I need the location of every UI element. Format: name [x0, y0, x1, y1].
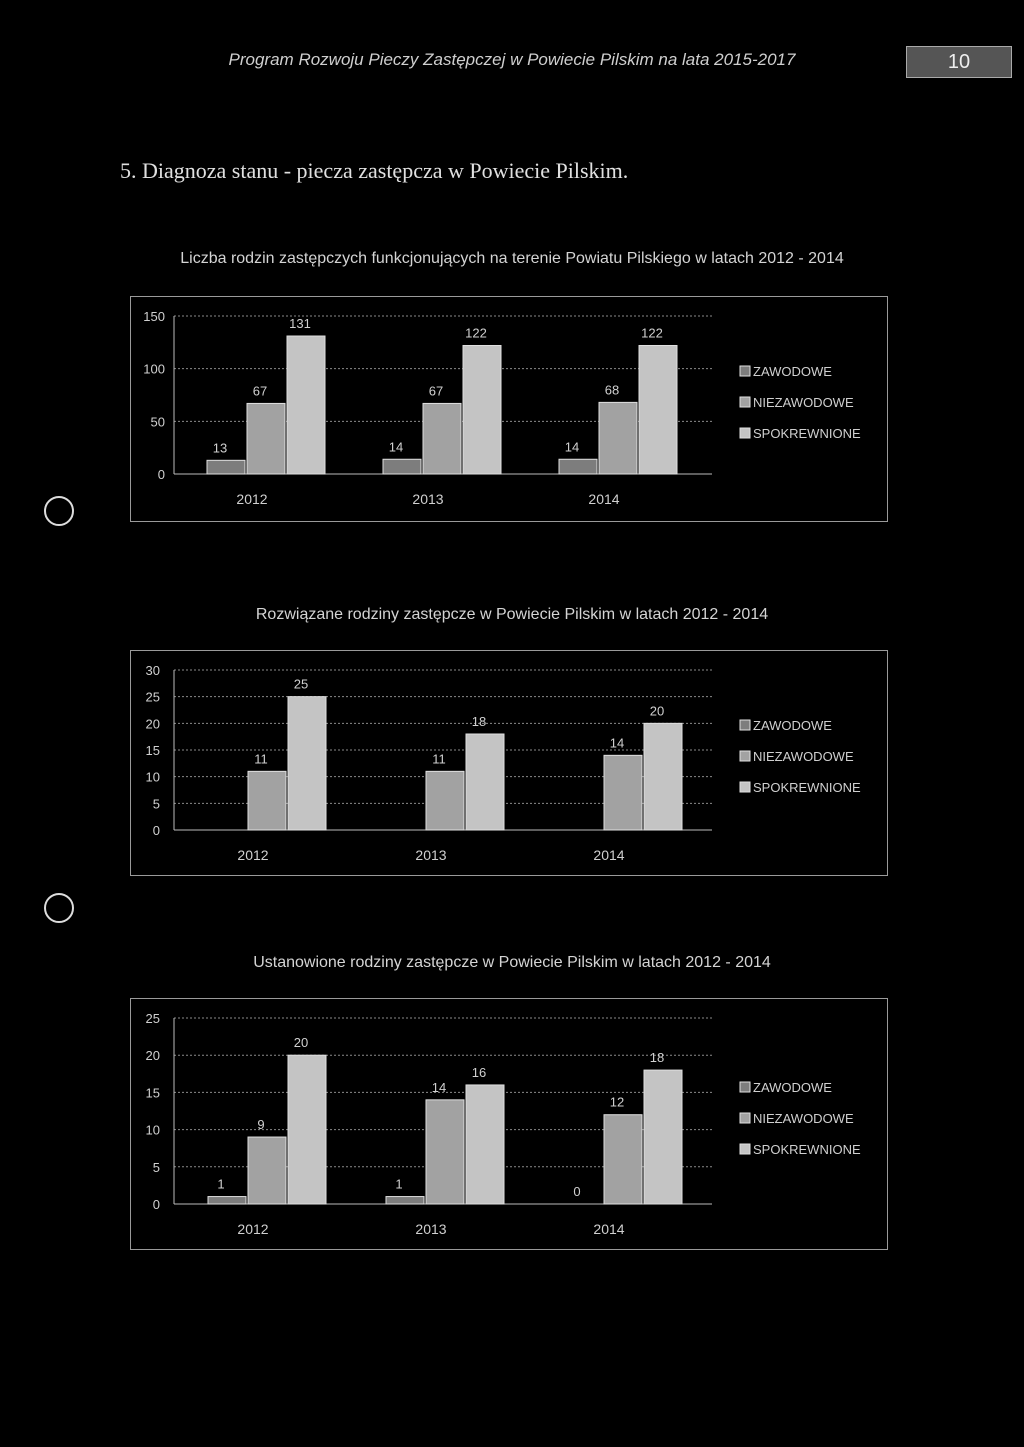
chart-3-legend-label: SPOKREWNIONE — [753, 1142, 861, 1157]
chart-1-category-label: 2014 — [588, 491, 620, 507]
chart-1-data-label: 14 — [564, 439, 580, 455]
chart-3-ytick-label: 10 — [145, 1122, 160, 1138]
chart-2-data-label: 18 — [471, 714, 487, 729]
chart-3-category-label: 2014 — [593, 1221, 625, 1237]
chart-1-data-label: 122 — [465, 325, 487, 341]
chart-3-data-label: 1 — [217, 1176, 225, 1192]
chart-2-category-label: 2014 — [593, 847, 625, 863]
chart-2-ytick-label: 5 — [152, 796, 160, 812]
chart-1-data-label: 67 — [428, 383, 444, 399]
chart-3-category-label: 2013 — [415, 1221, 447, 1237]
chart-1-title: Liczba rodzin zastępczych funkcjonujących na terenie Powiatu Pilskiego w latach 2012 - 2014 — [180, 250, 844, 267]
section-title: 5. Diagnoza stanu - piecza zastępcza w Powiecie Pilskim. — [120, 158, 629, 183]
chart-3-bar-niezawodowe — [604, 1115, 642, 1204]
chart-1-data-label: 68 — [604, 382, 620, 398]
chart-1-data-label: 131 — [289, 316, 311, 332]
chart-3-bar-zawodowe — [208, 1197, 246, 1204]
chart-3-data-label: 9 — [257, 1117, 265, 1133]
chart-2-data-label: 11 — [254, 751, 268, 767]
chart-2-data-label: 11 — [432, 751, 446, 767]
chart-3-ytick-label: 15 — [145, 1085, 160, 1101]
chart-1-ytick-label: 0 — [157, 467, 165, 482]
chart-2-ytick-label: 30 — [145, 663, 160, 678]
chart-3-data-label: 18 — [649, 1050, 665, 1066]
chart-3-data-label: 12 — [609, 1094, 625, 1110]
chart-3-legend-swatch — [740, 1144, 750, 1154]
chart-1-legend-label: SPOKREWNIONE — [753, 426, 861, 441]
chart-1-data-label: 67 — [252, 383, 268, 399]
page-number: 10 — [906, 46, 1012, 78]
chart-2-category-label: 2012 — [237, 847, 269, 863]
chart-1-category-label: 2013 — [412, 491, 444, 507]
chart-3-title: Ustanowione rodziny zastępcze w Powiecie Pilskim w latach 2012 - 2014 — [253, 954, 771, 971]
chart-2-ytick-label: 20 — [145, 716, 160, 732]
chart-3-data-label: 14 — [431, 1079, 447, 1095]
chart-3-bar-niezawodowe — [248, 1137, 286, 1204]
chart-3-bar-spokrewnione — [644, 1070, 682, 1204]
chart-3-data-label: 0 — [573, 1184, 581, 1199]
chart-2-title: Rozwiązane rodziny zastępcze w Powiecie Pilskim w latach 2012 - 2014 — [255, 606, 769, 623]
chart-2-ytick-label: 15 — [145, 743, 160, 758]
chart-2-legend-label: ZAWODOWE — [753, 718, 832, 733]
chart-2-legend-label: SPOKREWNIONE — [753, 780, 861, 795]
chart-2-data-label: 14 — [609, 735, 625, 751]
chart-3-category-label: 2012 — [237, 1221, 269, 1237]
chart-3-data-label: 1 — [395, 1176, 403, 1192]
chart-3-ytick-label: 25 — [145, 1011, 160, 1026]
chart-3-legend-swatch — [740, 1082, 750, 1092]
chart-1-ytick-label: 100 — [143, 361, 165, 377]
chart-3-bar-spokrewnione — [466, 1085, 504, 1204]
chart-1-legend-label: NIEZAWODOWE — [753, 395, 854, 410]
chart-2-ytick-label: 0 — [152, 823, 160, 838]
chart-2-legend-label: NIEZAWODOWE — [753, 749, 854, 764]
chart-2-ytick-label: 25 — [145, 689, 160, 705]
chart-1-ytick-label: 50 — [150, 414, 165, 430]
chart-2-ytick-label: 10 — [145, 769, 160, 785]
chart-3-bar-spokrewnione — [288, 1055, 326, 1204]
chart-3-legend-swatch — [740, 1113, 750, 1123]
chart-1-data-label: 122 — [641, 325, 663, 341]
chart-1-data-label: 13 — [212, 440, 228, 456]
chart-3-data-label: 16 — [471, 1064, 487, 1080]
chart-3-data-label: 20 — [293, 1035, 309, 1051]
chart-3-legend-label: ZAWODOWE — [753, 1080, 832, 1095]
chart-3-ytick-label: 0 — [152, 1197, 160, 1212]
running-header: Program Rozwoju Pieczy Zastępczej w Powiecie Pilskim na lata 2015-2017 — [228, 50, 796, 69]
chart-3-ytick-label: 20 — [145, 1048, 160, 1064]
chart-2-data-label: 20 — [649, 703, 665, 719]
chart-1-legend-label: ZAWODOWE — [753, 364, 832, 379]
chart-3-ytick-label: 5 — [152, 1159, 160, 1175]
chart-1-category-label: 2012 — [236, 491, 268, 507]
chart-3-bar-zawodowe — [386, 1197, 424, 1204]
chart-2-category-label: 2013 — [415, 847, 447, 863]
chart-1-data-label: 14 — [388, 439, 404, 455]
chart-3-legend-label: NIEZAWODOWE — [753, 1111, 854, 1126]
chart-3-bar-niezawodowe — [426, 1100, 464, 1204]
chart-2-data-label: 25 — [293, 676, 309, 692]
chart-1-ytick-label: 150 — [143, 309, 165, 324]
